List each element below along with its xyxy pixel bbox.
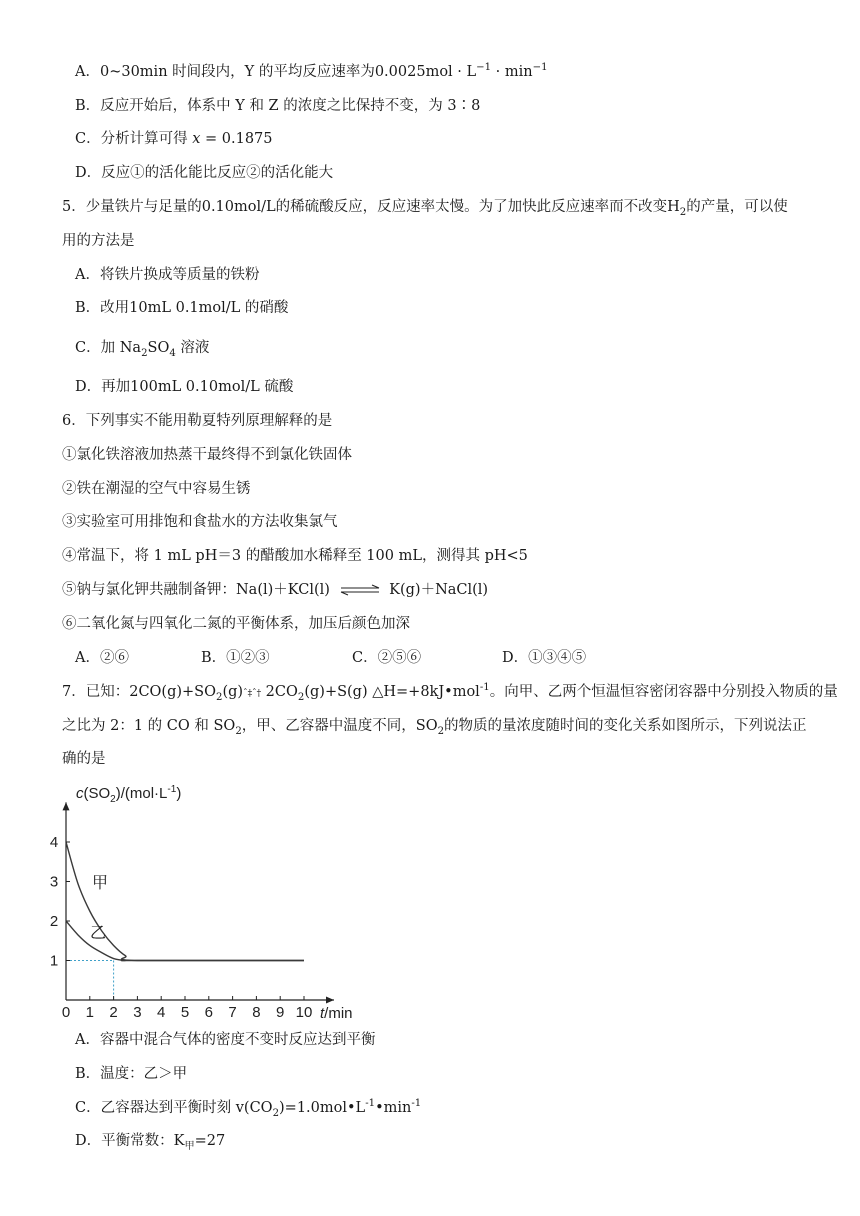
x-tick-label: 7	[228, 1004, 237, 1020]
y-tick-label: 4	[49, 834, 59, 851]
q4-option-b: B．反应开始后，体系中 Y 和 Z 的浓度之比保持不变，为 3∶8	[75, 98, 481, 114]
q4-option-c: C．分析计算可得 x = 0.1875	[75, 131, 273, 147]
q4-option-a: A．0~30min 时间段内，Y 的平均反应速率为$0.0025mol \cdot L^{-1} \cdot \min^{-1}$	[75, 62, 548, 80]
x-tick-label: 4	[157, 1004, 166, 1020]
q4-option-d: D．反应①的活化能比反应②的活化能大	[75, 165, 334, 181]
q6-statement-5: ⑤钠与氯化钾共融制备钾：Na(l)＋KCl(l) K(g)＋NaCl(l)	[62, 582, 489, 598]
x-tick-label: 2	[109, 1004, 118, 1020]
q7-option-a: A．容器中混合气体的密度不变时反应达到平衡	[75, 1032, 376, 1048]
q7-stem-line1: 7．已知：$2CO(g)+SO_2(g)ˆ\ddagger ˆ\dagger$ $2CO_2(g)+S(g)$ △H=+8kJ•mol$^{-1}$。向甲、乙两个恒温恒容密闭容器中分别投入物质的量	[62, 682, 838, 703]
q6-option-d: D．①③④⑤	[502, 650, 587, 666]
q5-option-b: B．改用10mL 0.1mol/L 的硝酸	[75, 300, 289, 316]
q6-statement-6: ⑥二氧化氮与四氧化二氮的平衡体系，加压后颜色加深	[62, 616, 410, 632]
q5-option-d: D．再加100mL 0.10mol/L 硫酸	[75, 379, 294, 395]
equilibrium-arrow-icon	[339, 584, 381, 596]
chart-series	[66, 842, 304, 961]
x-tick-label: 6	[204, 1004, 213, 1020]
chart-y-axis-label: $c(SO_2)/(mol\cdot L^{-1})$	[76, 784, 182, 805]
x-tick-label: 9	[276, 1004, 285, 1020]
y-tick-label: 3	[49, 873, 59, 891]
q6-stem: 6．下列事实不能用勒夏特列原理解释的是	[62, 413, 333, 429]
q5-option-c: C．加 $Na_2SO_4$ 溶液	[75, 340, 210, 359]
chart-axes	[63, 802, 335, 1003]
so2-concentration-chart	[40, 770, 370, 1020]
q7-option-d: D．平衡常数：$K_甲=27$	[75, 1133, 226, 1152]
q5-stem-line2: 用的方法是	[62, 233, 135, 249]
q7-stem-line2: 之比为 2：1 的 CO 和 $SO_2$，甲、乙容器中温度不同，$SO_2$的物质的量浓度随时间的变化关系如图所示，下列说法正	[62, 718, 807, 737]
series-line-jia	[66, 842, 304, 961]
x-tick-label: 1	[85, 1004, 94, 1020]
x-tick-label: 10	[295, 1004, 313, 1020]
q7-option-b: B．温度：乙＞甲	[75, 1066, 188, 1082]
q6-option-b: B．①②③	[201, 650, 270, 666]
y-tick-label: 2	[49, 913, 59, 930]
q6-option-a: A．②⑥	[75, 650, 129, 666]
x-axis-arrow-icon	[326, 997, 334, 1004]
q7-option-c: C．乙容器达到平衡时刻 $v(CO_2)=1.0mol•L^{-1}•\min^{-1}$	[75, 1098, 422, 1119]
y-tick-label: 1	[49, 952, 59, 970]
chart-x-axis-label: t/min	[320, 1005, 353, 1020]
q5-option-a: A．将铁片换成等质量的铁粉	[75, 267, 260, 283]
y-axis-arrow-icon	[63, 802, 70, 810]
q5-stem-line1: 5．少量铁片与足量的0.10mol/L的稀硫酸反应，反应速率太慢。为了加快此反应速率而不改变$H_2$的产量，可以使	[62, 199, 788, 218]
q6-statement-3: ③实验室可用排饱和食盐水的方法收集氯气	[62, 514, 338, 530]
q7-stem-line3: 确的是	[62, 751, 106, 767]
chart-guides	[66, 961, 114, 1001]
x-tick-label: 0	[61, 1004, 71, 1020]
q6-statement-1: ①氯化铁溶液加热蒸干最终得不到氯化铁固体	[62, 447, 352, 463]
series-label-yi: 乙	[90, 925, 107, 942]
q6-statement-4: ④常温下，将 1 mL pH＝3 的醋酸加水稀释至 100 mL，测得其 pH<5	[62, 548, 528, 564]
q6-option-c: C．②⑤⑥	[352, 650, 422, 666]
series-label-jia: 甲	[92, 875, 109, 892]
q6-statement-2: ②铁在潮湿的空气中容易生锈	[62, 481, 251, 497]
x-tick-label: 3	[133, 1004, 142, 1020]
x-tick-label: 8	[252, 1004, 261, 1020]
x-tick-label: 5	[180, 1004, 190, 1020]
